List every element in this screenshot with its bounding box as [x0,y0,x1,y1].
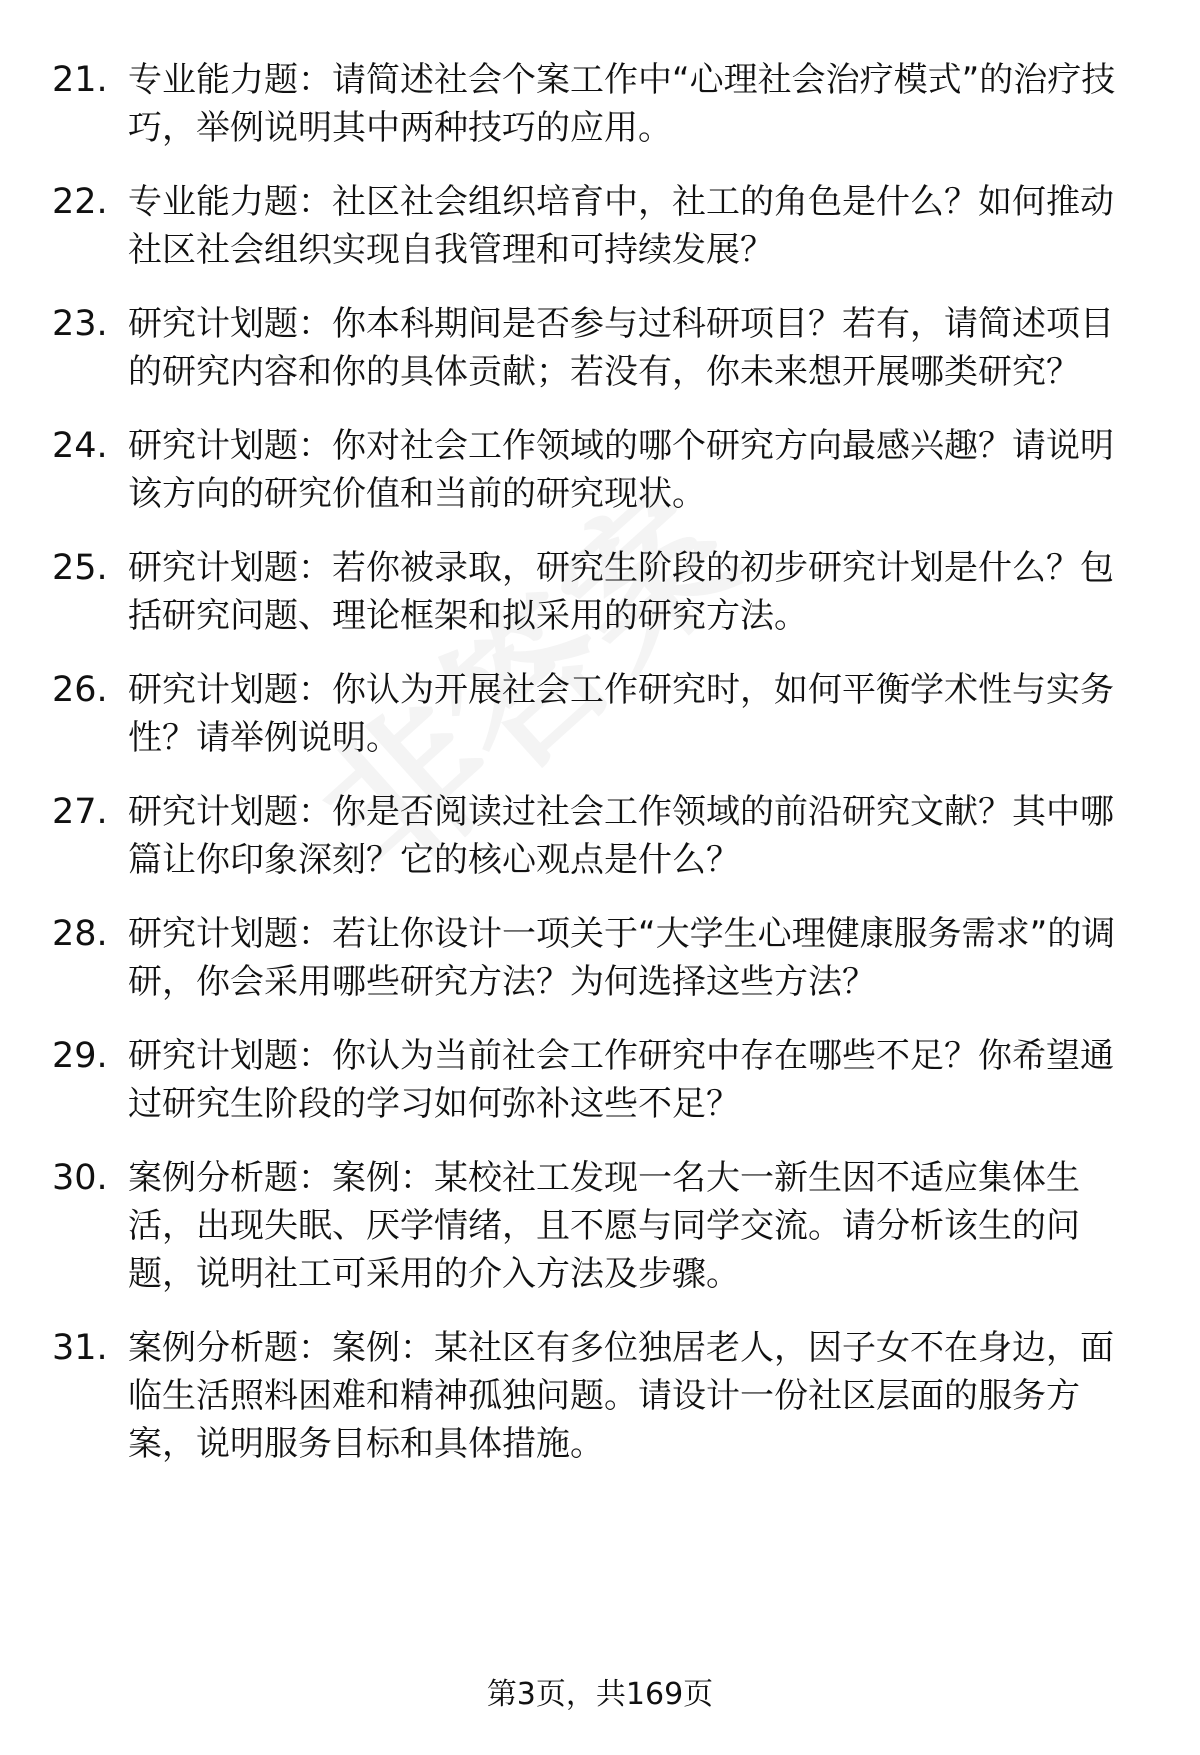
question-item-27 [52,788,1142,884]
question-number: 24. [52,426,108,466]
question-text: 案例分析题：案例：某社区有多位独居老人，因子女不在身边，面临生活照料困难和精神孤独问题。请设计一份社区层面的服务方案，说明服务目标和具体措施。 [128,1328,1114,1464]
question-number: 27. [52,792,108,832]
question-item-29 [52,1032,1142,1128]
question-item-28 [52,910,1142,1006]
question-text: 专业能力题：请简述社会个案工作中“心理社会治疗模式”的治疗技巧，举例说明其中两种技巧的应用。 [128,60,1116,148]
question-number: 31. [52,1328,108,1368]
question-number: 28. [52,914,108,954]
question-text: 专业能力题：社区社会组织培育中，社工的角色是什么？如何推动社区社会组织实现自我管理和可持续发展？ [128,182,1114,270]
question-item-23 [52,300,1142,396]
question-number: 22. [52,182,108,222]
question-number: 25. [52,548,108,588]
question-item-26 [52,666,1142,762]
question-text: 研究计划题：若让你设计一项关于“大学生心理健康服务需求”的调研，你会采用哪些研究方法？为何选择这些方法？ [128,914,1116,1002]
question-text: 研究计划题：你认为当前社会工作研究中存在哪些不足？你希望通过研究生阶段的学习如何弥补这些不足？ [128,1036,1114,1124]
question-list [52,56,1142,1494]
question-item-22 [52,178,1142,274]
question-text: 研究计划题：你是否阅读过社会工作领域的前沿研究文献？其中哪篇让你印象深刻？它的核心观点是什么？ [128,792,1114,880]
question-item-30 [52,1154,1142,1298]
question-text: 研究计划题：你本科期间是否参与过科研项目？若有，请简述项目的研究内容和你的具体贡献；若没有，你未来想开展哪类研究？ [128,304,1114,392]
question-item-21 [52,56,1142,152]
question-number: 21. [52,60,108,100]
question-number: 26. [52,670,108,710]
question-text: 案例分析题：案例：某校社工发现一名大一新生因不适应集体生活，出现失眠、厌学情绪，且不愿与同学交流。请分析该生的问题，说明社工可采用的介入方法及步骤。 [128,1158,1080,1294]
question-item-31 [52,1324,1142,1468]
question-number: 29. [52,1036,108,1076]
question-text: 研究计划题：你对社会工作领域的哪个研究方向最感兴趣？请说明该方向的研究价值和当前的研究现状。 [128,426,1114,514]
page-footer: 第3页，共169页 [486,1677,714,1712]
question-number: 30. [52,1158,108,1198]
question-item-25 [52,544,1142,640]
question-item-24 [52,422,1142,518]
question-text: 研究计划题：若你被录取，研究生阶段的初步研究计划是什么？包括研究问题、理论框架和拟采用的研究方法。 [128,548,1114,636]
question-number: 23. [52,304,108,344]
question-text: 研究计划题：你认为开展社会工作研究时，如何平衡学术性与实务性？请举例说明。 [128,670,1114,758]
